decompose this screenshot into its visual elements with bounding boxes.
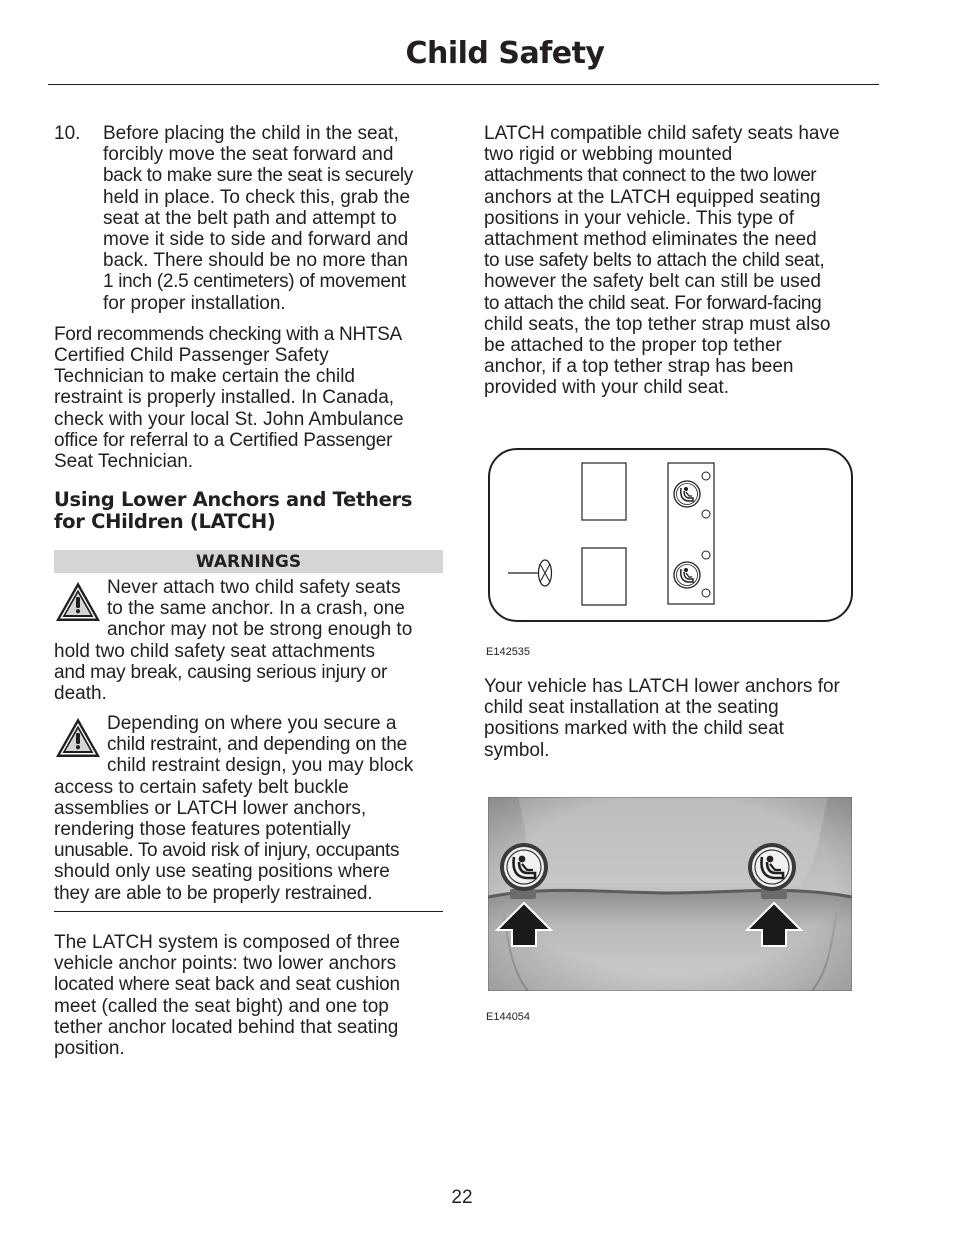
heading-line: for CHildren (LATCH): [54, 509, 276, 533]
child-seat-icon: [748, 843, 796, 891]
text-line: to attach the child seat. For forward-facing: [484, 292, 822, 314]
text-line: positions in your vehicle. This type of: [484, 207, 795, 229]
warning-triangle-icon: [54, 715, 102, 759]
figure-code: E142535: [486, 646, 531, 658]
warning-block: [54, 713, 446, 904]
child-seat-icon: [674, 481, 700, 507]
anchor-point: [702, 472, 710, 480]
seat-outline: [582, 548, 626, 605]
text-line: however the safety belt can still be used: [484, 271, 821, 293]
warnings-banner: WARNINGS: [54, 550, 443, 573]
text-line: attachment method eliminates the need: [484, 229, 817, 251]
text-line: move it side to side and forward and: [103, 229, 409, 251]
numbered-step-10: [54, 123, 446, 314]
anchor-point: [702, 589, 710, 597]
text-line: back. There should be no more than: [103, 250, 408, 272]
text-line: to the same anchor. In a crash, one: [107, 598, 405, 620]
text-line: they are able to be properly restrained.: [54, 882, 373, 904]
text-line: 1 inch (2.5 centimeters) of movement: [103, 271, 406, 293]
text-line: check with your local St. John Ambulance: [54, 408, 404, 430]
text-line: child seats, the top tether strap must also: [484, 313, 831, 335]
text-line: Ford recommends checking with a NHTSA: [54, 323, 402, 345]
child-seat-icon: [674, 562, 700, 588]
text-line: tether anchor located behind that seating: [54, 1016, 399, 1038]
left-column: [54, 123, 446, 472]
step-number: 10.: [54, 123, 81, 144]
text-line: to use safety belts to attach the child seat,: [484, 250, 825, 272]
seat-anchor-photo: [488, 797, 852, 991]
latch-compatible-paragraph: [484, 123, 879, 399]
text-line: restraint is properly installed. In Canada,: [54, 387, 395, 409]
text-line: access to certain safety belt buckle: [54, 776, 349, 798]
latch-seat-diagram: [486, 446, 856, 626]
text-line: child seat installation at the seating: [484, 697, 779, 719]
text-line: located where seat back and seat cushion: [54, 974, 400, 996]
text-line: positions marked with the child seat: [484, 718, 784, 740]
seat-outline: [582, 463, 626, 520]
warning-triangle-icon: [54, 579, 102, 623]
anchor-point: [702, 510, 710, 518]
text-line: The LATCH system is composed of three: [54, 932, 400, 953]
text-line: anchor, if a top tether strap has been: [484, 356, 794, 378]
text-line: should only use seating positions where: [54, 861, 390, 883]
text-line: attachments that connect to the two lower: [484, 165, 817, 187]
lower-anchors-paragraph: [484, 676, 879, 761]
text-line: anchor may not be strong enough to: [107, 619, 413, 641]
text-line: rendering those features potentially: [54, 819, 351, 841]
text-line: child restraint design, you may block: [107, 755, 414, 777]
text-line: Before placing the child in the seat,: [103, 123, 399, 144]
text-line: LATCH compatible child safety seats have: [484, 123, 840, 144]
text-line: office for referral to a Certified Passenger: [54, 429, 393, 451]
text-line: position.: [54, 1038, 125, 1060]
warnings-end-rule: [54, 911, 443, 912]
text-line: forcibly move the seat forward and: [103, 144, 394, 166]
child-seat-icon: [500, 843, 548, 891]
text-line: Technician to make certain the child: [54, 366, 355, 388]
text-line: hold two child safety seat attachments: [54, 640, 376, 662]
text-line: symbol.: [484, 739, 550, 761]
text-line: meet (called the seat bight) and one top: [54, 995, 389, 1017]
latch-system-paragraph: [54, 932, 446, 1059]
text-line: and may break, causing serious injury or: [54, 661, 388, 683]
figure-code: E144054: [486, 1011, 531, 1023]
section-heading: [54, 489, 454, 532]
text-line: held in place. To check this, grab the: [103, 186, 411, 208]
text-line: two rigid or webbing mounted: [484, 144, 733, 166]
text-line: be attached to the proper top tether: [484, 335, 782, 357]
text-line: for proper installation.: [103, 292, 286, 314]
text-line: Your vehicle has LATCH lower anchors for: [484, 676, 840, 697]
text-line: Never attach two child safety seats: [107, 577, 401, 598]
heading-line: Using Lower Anchors and Tethers: [54, 488, 413, 511]
text-line: anchors at the LATCH equipped seating: [484, 186, 821, 208]
text-line: seat at the belt path and attempt to: [103, 207, 397, 229]
text-line: back to make sure the seat is securely: [103, 165, 413, 187]
text-line: child restraint, and depending on the: [107, 734, 407, 756]
page-number: 22: [451, 1187, 473, 1208]
text-line: death.: [54, 683, 107, 705]
page-title: Child Safety: [405, 36, 605, 71]
ford-recommendation-paragraph: [54, 324, 446, 472]
header-rule: [48, 84, 879, 85]
text-line: provided with your child seat.: [484, 377, 730, 399]
text-line: Certified Child Passenger Safety: [54, 345, 329, 367]
text-line: unusable. To avoid risk of injury, occupants: [54, 840, 400, 862]
text-line: vehicle anchor points: two lower anchors: [54, 953, 397, 975]
warning-block: [54, 577, 446, 704]
text-line: Depending on where you secure a: [107, 713, 397, 734]
text-line: Seat Technician.: [54, 451, 194, 473]
text-line: assemblies or LATCH lower anchors,: [54, 797, 367, 819]
anchor-point: [702, 551, 710, 559]
